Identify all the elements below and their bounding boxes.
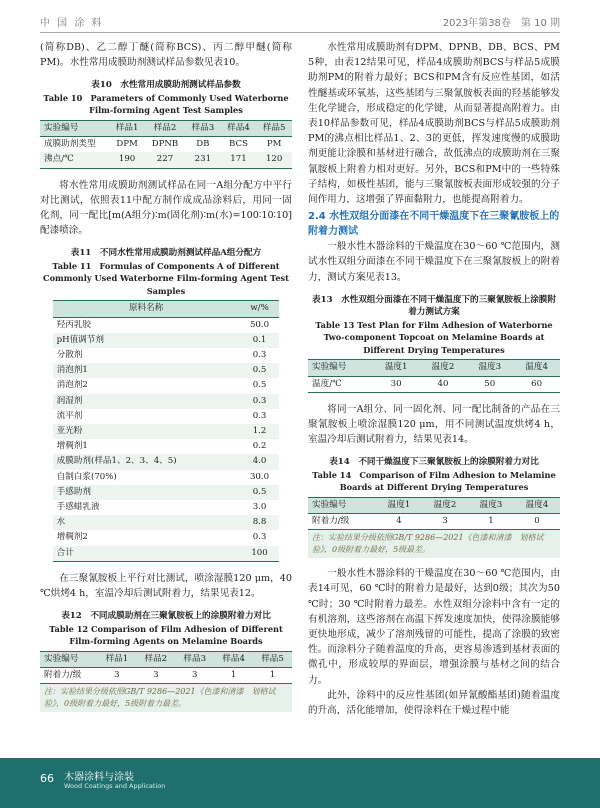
table-cell: 消泡剂2 <box>56 380 88 391</box>
table-row <box>53 363 280 378</box>
table-header-cell: 样品4 <box>222 653 245 664</box>
table-cell: 附着力/级 <box>312 516 350 527</box>
table-13 <box>308 359 560 392</box>
table-row <box>308 376 560 392</box>
paragraph: 将水性常用成膜助剂测试样品在同一A组分配方中平行对比测试，依照表11中配方制作成成品涂料后，用同一固化剂，同一配比[m(A组分)∶m(固化剂)∶m(水)=100∶10∶10]配漆喷涂。 <box>40 179 292 237</box>
table-cell: 流平剂 <box>56 410 83 421</box>
section-heading <box>308 209 560 239</box>
journal-header: 中 国 涂 料 <box>40 18 104 29</box>
table-header-cell: 温度4 <box>525 499 549 510</box>
table-row <box>53 378 280 393</box>
footer-journal-en: Wood Coatings and Application <box>64 782 166 790</box>
table-cell: 30 <box>390 378 402 389</box>
table-header-cell: 实验编号 <box>44 653 79 664</box>
table-cell: DPM <box>116 139 138 150</box>
table-row <box>53 333 280 348</box>
table-cell: 0.5 <box>240 485 280 500</box>
table-row <box>53 500 280 515</box>
table-header-cell: 温度1 <box>387 499 411 510</box>
table-header-cell: 样品2 <box>144 653 168 664</box>
section-number: 2.4 <box>308 211 326 223</box>
table-cell: 3.0 <box>252 501 267 512</box>
table-header-cell: 样品3 <box>191 122 215 133</box>
table-cell: 40 <box>437 378 449 389</box>
table-12-title-en: Table 12 Comparison of Film Adhesion of Different Film-forming Agents on Melamine Boards <box>49 623 283 647</box>
table-header-cell: 实验编号 <box>44 122 79 133</box>
table-cell: 增稠剂1 <box>56 441 88 452</box>
table-cell: 水 <box>53 515 240 530</box>
table-header-cell: 样品1 <box>115 122 139 133</box>
table-cell: 227 <box>145 152 185 168</box>
table-row <box>53 515 280 530</box>
page-number: 66 <box>40 772 54 785</box>
table-cell: 120 <box>256 152 292 168</box>
table-cell: 合计 <box>53 546 240 562</box>
table-cell: 4 <box>396 516 402 527</box>
table-cell: 润湿剂 <box>53 394 240 409</box>
table-row <box>53 485 280 500</box>
table-header-cell: 温度2 <box>431 362 455 373</box>
table-cell: 成膜助剂(样品1、2、3、4、5) <box>53 454 240 469</box>
table-header-cell: 温度1 <box>384 362 408 373</box>
table-cell: 消泡剂1 <box>53 363 240 378</box>
table-cell: DPNB <box>151 139 179 150</box>
table-cell: 0.2 <box>252 441 267 452</box>
table-header-cell: 样品3 <box>183 653 207 664</box>
table-row <box>40 152 292 168</box>
table-14-title-en: Table 14 Comparison of Film Adhesion to Melamine Boards at Different Drying Temperatures <box>312 469 556 493</box>
paragraph: 在三聚氰胺板上平行对比测试，喷涂湿膜120 μm，40 ℃烘烤4 h，室温冷却后测试附着力，结果见表12。 <box>40 572 292 599</box>
table-cell: 自制白浆(70%) <box>56 471 117 482</box>
table-row <box>308 514 560 530</box>
paragraph: 一般水性木器涂料的干燥温度在30～60 ℃范围内，测试水性双组分面漆在不同干燥温度下在三聚氰胺板上的附着力，测试方案见表13。 <box>308 241 560 283</box>
table-cell: 3 <box>153 669 159 680</box>
table-cell: 8.8 <box>240 515 280 530</box>
page-footer <box>0 758 600 808</box>
table-header-cell: 温度3 <box>478 362 502 373</box>
table-13-title-cn: 表13 水性双组分面漆在不同干燥温度下的三聚氰胺板上涂膜附着力测试方案 <box>312 294 556 318</box>
header-rule <box>40 32 560 33</box>
table-row <box>53 439 280 454</box>
table-13-title-en: Table 13 Test Plan for Film Adhesion of Waterborne Two-component Topcoat on Melamine Boards at Different Drying Temperatures <box>315 319 553 355</box>
paragraph: 此外，涂料中的反应性基团(如异氰酸酯基团)随着温度的升高，活化能增加，使得涂料在干燥过程中能 <box>308 689 560 717</box>
table-row <box>40 137 292 153</box>
footer-journal-cn: 木器涂料与涂装 <box>64 772 134 783</box>
table-cell: 1.2 <box>240 424 280 439</box>
table-cell: pH值调节剂 <box>53 333 240 348</box>
table-10-title-cn: 表10 水性常用成膜助剂测试样品参数 <box>91 80 241 91</box>
table-row <box>40 667 292 683</box>
table-header-cell: 样品5 <box>262 122 286 133</box>
table-cell: 171 <box>221 152 257 168</box>
table-header-cell: 样品2 <box>153 122 177 133</box>
table-header-row <box>53 301 280 317</box>
table-row <box>53 409 280 424</box>
table-cell: 手感蜡乳液 <box>56 501 100 512</box>
table-row <box>53 317 280 333</box>
table-14-note: 注：实验结果分级依照GB/T 9286—2021《色漆和清漆 划格试验》，0级附着力最好，5级最差。 <box>308 530 560 558</box>
table-cell: 1 <box>230 669 237 680</box>
table-11 <box>53 300 280 561</box>
table-row <box>53 454 280 469</box>
table-header-cell: 温度3 <box>479 499 503 510</box>
table-header-cell: 样品5 <box>261 653 284 664</box>
table-14-title-cn: 表14 不同干燥温度下三聚氰胺板上的涂膜附着力对比 <box>329 457 539 468</box>
table-header-cell: 实验编号 <box>312 499 347 510</box>
paragraph: 将同一A组分、同一固化剂、同一配比制备的产品在三聚氰胺板上喷涂湿膜120 μm，用不同测试温度烘烤4 h，室温冷却后测试附着力，结果见表14。 <box>308 403 560 446</box>
table-cell: 50 <box>484 378 496 389</box>
table-cell: 30.0 <box>249 471 270 482</box>
table-cell: 0.5 <box>240 363 280 378</box>
table-cell: 羟丙乳胶 <box>56 319 91 330</box>
table-cell: 1 <box>488 516 494 527</box>
table-12-note: 注：实验结果分级依照GB/T 9286—2021《色漆和清漆 划格试验》，0级附着力最好，5级附着力最差。 <box>40 684 292 712</box>
table-cell: 231 <box>185 152 221 168</box>
table-cell: 190 <box>109 152 145 168</box>
table-cell: 1 <box>269 669 276 680</box>
table-header-cell: 原料名称 <box>128 303 164 314</box>
table-header-row <box>308 497 560 513</box>
issue-header: 2023年第38卷 第 10 期 <box>442 18 560 29</box>
table-cell: 手感助剂 <box>53 485 240 500</box>
table-cell: 3 <box>114 669 120 680</box>
section-title: 水性双组分面漆在不同干燥温度下在三聚氰胺板上的附着力测试 <box>308 211 560 238</box>
table-header-row <box>308 360 560 376</box>
paragraph: 一般水性木器涂料的干燥温度在30～60 ℃范围内，由表14可见，60 ℃时的附着力是最好，达到0级；其次为50 ℃时；30 ℃时附着力最差。水性双组分涂料中含有一定的有机溶剂，这些溶剂在高温下挥发速度加快，使得涂膜能够更快地形成，减少了溶剂残留的可能性，提高了涂膜的致密性。而涂料分子随着温度的升高，更容易渗透到基材表面的微孔中，形成较厚的界面层，增强涂膜与基材之间的结合力。 <box>308 568 560 686</box>
table-11-title-cn: 表11 不同水性常用成膜助剂测试样品A组分配方 <box>70 248 262 259</box>
table-cell: 增稠剂2 <box>56 532 88 543</box>
paragraph: 水性常用成膜助剂有DPM、DPNB、DB、BCS、PM 5种，由表12结果可见，样品4成膜助剂BCS与样品5成膜助剂PM的附着力最好；BCS和PM含有反应性基团，如活性醚基或环氧基，这些基团与三聚氰胺板表面的羟基能够发生化学键合，形成稳定的化学键，从而显著提高附着力。由表10样品参数可见，样品4成膜助剂BCS与样品5成膜助剂PM的沸点相比样品1、2、3的更低，挥发速度慢的成膜助剂更能让涂膜和基材进行融合，故低沸点的成膜助剂在三聚氰胺板上附着力相对更好。另外，BCS和PM中的一些特殊子结构，如极性基团，能与三聚氰胺板表面形成较强的分子间作用力，这增强了界面黏附力，也能提高附着力。 <box>308 42 560 206</box>
table-header-cell: 温度4 <box>525 362 548 373</box>
table-header-cell: 样品4 <box>227 122 250 133</box>
table-header-cell: w/% <box>250 303 269 314</box>
table-12 <box>40 651 292 684</box>
table-cell: PM <box>266 139 282 150</box>
table-cell: 3 <box>191 669 198 680</box>
table-header-cell: 样品1 <box>105 653 129 664</box>
table-cell: BCS <box>229 139 248 150</box>
table-cell: 沸点/℃ <box>40 152 109 168</box>
table-cell: 4.0 <box>240 454 280 469</box>
table-11-title-en: Table 11 Formulas of Components A of Different Commonly Used Waterborne Film-forming Agent Test Samples <box>43 260 289 296</box>
table-cell: 附着力/级 <box>44 669 82 680</box>
paragraph: (简称DB)、乙二醇丁醚(简称BCS)、丙二醇甲醚(简称PM)。水性常用成膜助剂测试样品参数见表10。 <box>40 42 292 69</box>
table-12-title-cn: 表12 不同成膜助剂在三聚氰胺板上的涂膜附着力对比 <box>61 611 271 622</box>
table-header-cell: 实验编号 <box>312 362 347 373</box>
table-row <box>53 394 280 409</box>
table-cell: DB <box>196 139 210 150</box>
table-cell: 0.3 <box>252 349 267 360</box>
table-row <box>53 530 280 545</box>
table-header-cell: 温度2 <box>433 499 457 510</box>
table-cell: 50.0 <box>249 319 270 330</box>
table-cell: 3 <box>442 516 448 527</box>
table-row <box>53 546 280 562</box>
table-cell: 60 <box>531 378 543 389</box>
table-header-row <box>40 651 292 667</box>
table-cell: 成膜助剂类型 <box>44 139 96 150</box>
table-cell: 100 <box>240 546 280 562</box>
table-header-row <box>40 120 292 136</box>
table-cell: 0.5 <box>252 380 267 391</box>
table-cell: 0.3 <box>252 532 267 543</box>
table-cell: 分散剂 <box>56 349 83 360</box>
table-cell: 温度/℃ <box>312 378 342 389</box>
right-column <box>308 40 560 718</box>
table-14 <box>308 497 560 530</box>
table-cell: 0.3 <box>252 410 267 421</box>
table-cell: 亚光粉 <box>53 424 240 439</box>
table-10-title-en: Table 10 Parameters of Commonly Used Waterborne Film-forming Agent Test Samples <box>43 92 289 116</box>
left-column <box>40 40 292 712</box>
table-cell: 0.1 <box>240 333 280 348</box>
table-row <box>53 470 280 485</box>
table-cell: 0 <box>534 516 540 527</box>
table-row <box>53 348 280 363</box>
table-cell: 0.3 <box>240 394 280 409</box>
table-10 <box>40 120 292 169</box>
table-row <box>53 424 280 439</box>
